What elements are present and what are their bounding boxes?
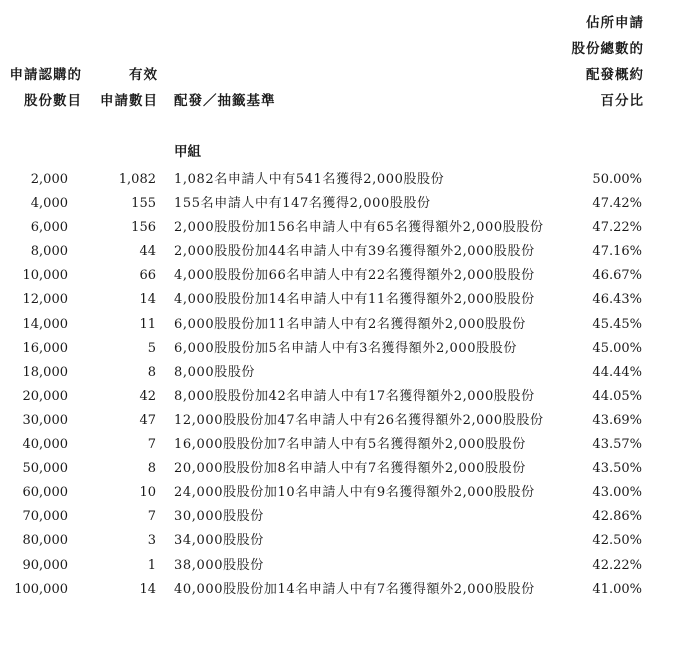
cell-shares: 16,000 (22, 340, 68, 356)
cell-applications: 3 (147, 533, 156, 549)
cell-basis: 2,000股股份加44名申請人中有39名獲得額外2,000股股份 (174, 244, 535, 260)
cell-percentage: 43.50% (592, 461, 642, 477)
cell-shares: 60,000 (22, 485, 68, 501)
allotment-table (0, 168, 674, 602)
cell-basis: 4,000股股份加14名申請人中有11名獲得額外2,000股股份 (174, 292, 535, 308)
cell-basis: 24,000股股份加10名申請人中有9名獲得額外2,000股股份 (174, 485, 535, 501)
cell-percentage: 45.00% (592, 340, 642, 356)
group-label: 甲組 (174, 144, 201, 160)
cell-percentage: 47.22% (592, 220, 642, 236)
table-row (0, 457, 674, 481)
header-shares-line-1: 申請認購的 (9, 67, 82, 83)
cell-basis: 1,082名申請人中有541名獲得2,000股股份 (174, 172, 445, 187)
header-pct-line-1: 佔所申請 (586, 15, 644, 31)
table-row (0, 505, 674, 529)
cell-basis: 155名申請人中有147名獲得2,000股股份 (174, 196, 431, 212)
cell-shares: 12,000 (22, 292, 68, 308)
cell-applications: 8 (147, 461, 156, 477)
cell-basis: 8,000股股份 (174, 364, 256, 380)
header-shares-line-2: 股份數目 (24, 93, 82, 109)
cell-percentage: 42.50% (592, 533, 642, 549)
cell-basis: 38,000股股份 (174, 557, 264, 573)
table-row (0, 264, 674, 288)
table-row (0, 409, 674, 433)
header-apps-line-2: 申請數目 (100, 93, 158, 109)
table-row (0, 313, 674, 337)
cell-basis: 8,000股股份加42名申請人中有17名獲得額外2,000股股份 (174, 388, 535, 404)
table-row (0, 529, 674, 553)
cell-percentage: 44.05% (592, 388, 642, 404)
table-row (0, 168, 674, 192)
cell-applications: 42 (139, 388, 156, 404)
cell-basis: 40,000股股份加14名申請人中有7名獲得額外2,000股股份 (174, 581, 535, 597)
header-pct-line-2: 股份總數的 (571, 41, 644, 57)
cell-percentage: 47.16% (592, 244, 642, 260)
header-allotment-basis (174, 88, 276, 114)
table-row (0, 192, 674, 216)
cell-percentage: 46.43% (592, 292, 642, 308)
cell-applications: 155 (131, 196, 156, 212)
cell-basis: 4,000股股份加66名申請人中有22名獲得額外2,000股股份 (174, 268, 535, 284)
cell-shares: 40,000 (22, 437, 68, 453)
table-row (0, 288, 674, 312)
cell-shares: 20,000 (22, 388, 68, 404)
cell-applications: 156 (131, 220, 156, 236)
cell-percentage: 44.44% (592, 364, 642, 380)
table-row (0, 554, 674, 578)
cell-percentage: 42.86% (592, 509, 642, 525)
table-row (0, 361, 674, 385)
cell-shares: 6,000 (30, 220, 68, 236)
header-shares-applied (6, 62, 82, 114)
table-row (0, 433, 674, 457)
cell-applications: 1 (147, 557, 156, 573)
cell-basis: 2,000股股份加156名申請人中有65名獲得額外2,000股股份 (174, 220, 544, 236)
cell-applications: 11 (139, 316, 156, 332)
table-row (0, 240, 674, 264)
cell-applications: 8 (147, 364, 156, 380)
cell-applications: 14 (139, 581, 156, 597)
cell-applications: 14 (139, 292, 156, 308)
header-apps-line-1: 有效 (129, 67, 158, 83)
cell-percentage: 43.00% (592, 485, 642, 501)
cell-applications: 10 (139, 485, 156, 501)
cell-percentage: 42.22% (592, 557, 642, 573)
cell-applications: 1,082 (118, 172, 156, 187)
cell-basis: 6,000股股份加11名申請人中有2名獲得額外2,000股股份 (174, 316, 526, 332)
cell-applications: 5 (147, 340, 156, 356)
cell-percentage: 47.42% (592, 196, 642, 212)
cell-basis: 16,000股股份加7名申請人中有5名獲得額外2,000股股份 (174, 437, 526, 453)
cell-applications: 66 (139, 268, 156, 284)
cell-percentage: 50.00% (592, 172, 642, 187)
table-row (0, 481, 674, 505)
cell-basis: 34,000股股份 (174, 533, 264, 549)
cell-shares: 30,000 (22, 412, 68, 428)
header-pct-line-4: 百分比 (600, 93, 644, 109)
table-row (0, 385, 674, 409)
cell-shares: 10,000 (22, 268, 68, 284)
cell-shares: 8,000 (30, 244, 68, 260)
cell-shares: 90,000 (22, 557, 68, 573)
header-percentage (548, 10, 644, 114)
cell-applications: 47 (139, 412, 156, 428)
cell-percentage: 43.57% (592, 437, 642, 453)
cell-basis: 12,000股股份加47名申請人中有26名獲得額外2,000股股份 (174, 412, 544, 428)
cell-shares: 50,000 (22, 461, 68, 477)
cell-percentage: 46.67% (592, 268, 642, 284)
cell-percentage: 45.45% (592, 316, 642, 332)
cell-applications: 44 (139, 244, 156, 260)
cell-shares: 80,000 (22, 533, 68, 549)
header-basis-text: 配發／抽籤基準 (174, 93, 276, 109)
cell-percentage: 41.00% (592, 581, 642, 597)
cell-basis: 20,000股股份加8名申請人中有7名獲得額外2,000股股份 (174, 461, 526, 477)
cell-shares: 70,000 (22, 509, 68, 525)
cell-basis: 30,000股股份 (174, 509, 264, 525)
cell-shares: 14,000 (22, 316, 68, 332)
cell-shares: 4,000 (30, 196, 68, 212)
cell-shares: 2,000 (30, 172, 68, 187)
header-pct-line-3: 配發概約 (586, 67, 644, 83)
cell-applications: 7 (147, 509, 156, 525)
cell-basis: 6,000股股份加5名申請人中有3名獲得額外2,000股股份 (174, 340, 517, 356)
cell-shares: 100,000 (14, 581, 68, 597)
table-row (0, 337, 674, 361)
table-row (0, 578, 674, 602)
cell-applications: 7 (147, 437, 156, 453)
table-row (0, 216, 674, 240)
header-valid-applications (92, 62, 158, 114)
cell-shares: 18,000 (22, 364, 68, 380)
cell-percentage: 43.69% (592, 412, 642, 428)
